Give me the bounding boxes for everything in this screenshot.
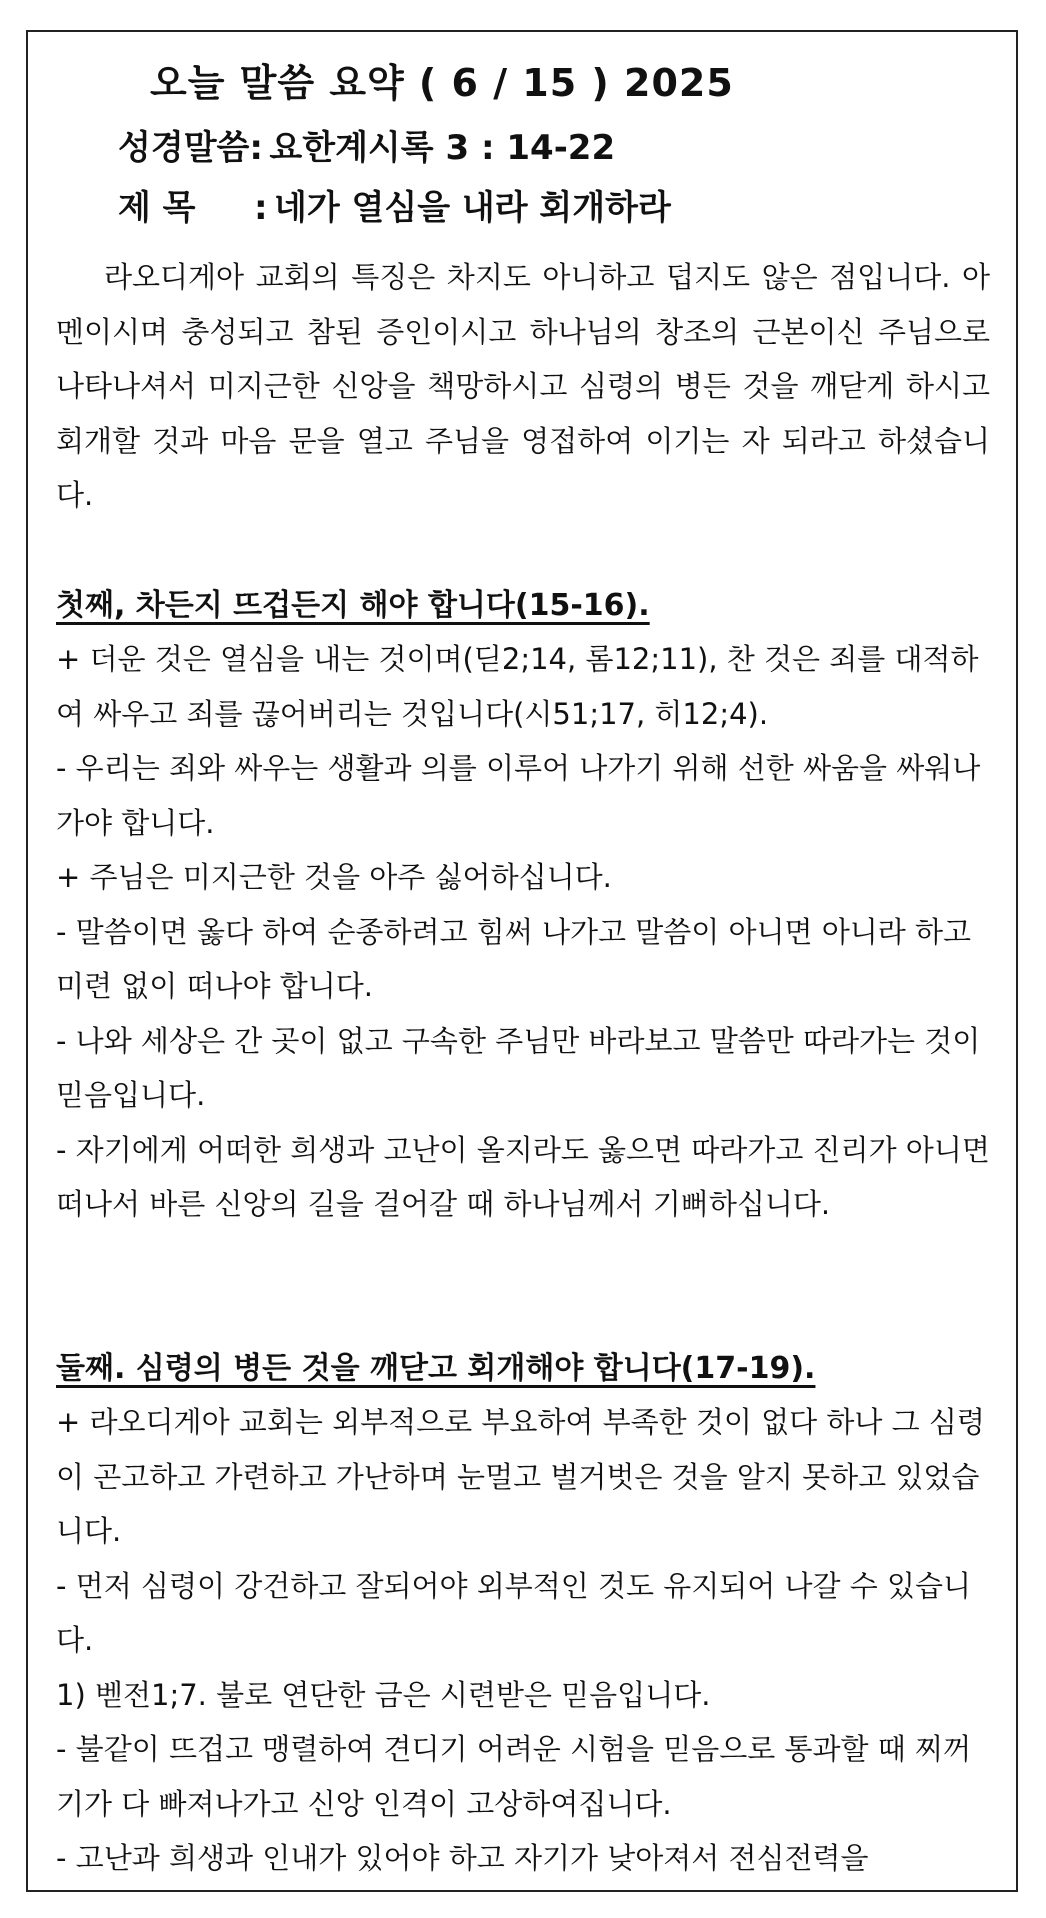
scripture-label: 성경말씀 (118, 128, 250, 168)
list-item: 1) 벧전1;7. 불로 연단한 금은 시련받은 믿음입니다. (56, 1677, 711, 1712)
label-colon: : (254, 188, 268, 228)
section-body-2 (56, 1395, 990, 1886)
topic-line (118, 180, 671, 229)
list-item: - 나와 세상은 간 곳이 없고 구속한 주님만 바라보고 말씀만 따라가는 것이 믿음입니다. (56, 1023, 981, 1112)
list-item: - 우리는 죄와 싸우는 생활과 의를 이루어 나가기 위해 선한 싸움을 싸워나가야 합니다. (56, 751, 981, 840)
list-item: + 더운 것은 열심을 내는 것이며(딛2;14, 롬12;11), 찬 것은 죄를 대적하여 싸우고 죄를 끊어버리는 것입니다(시51;17, 히12;4). (56, 642, 979, 731)
list-item: - 불같이 뜨겁고 맹렬하여 견디기 어려운 시험을 믿음으로 통과할 때 찌꺼기가 다 빠져나가고 신앙 인격이 고상하여집니다. (56, 1732, 972, 1821)
list-item: - 고난과 희생과 인내가 있어야 하고 자기가 낮아져서 전심전력을 (56, 1841, 869, 1875)
section-body-1 (56, 632, 990, 1232)
page-title: 오늘 말씀 요약 ( 6 / 15 ) 2025 (150, 61, 734, 105)
topic-label: 제 목 (118, 188, 196, 228)
list-item: + 라오디게아 교회는 외부적으로 부요하여 부족한 것이 없다 하나 그 심령이 곤고하고 가련하고 가난하며 눈멀고 벌거벗은 것을 알지 못하고 있었습니다. (56, 1405, 985, 1548)
intro-paragraph: 라오디게아 교회의 특징은 차지도 아니하고 덥지도 않은 점입니다. 아멘이시며 충성되고 참된 증인이시고 하나님의 창조의 근본이신 주님으로 나타나셔서 미지근한 신앙을 책망하시고 심령의 병든 것을 깨닫게 하시고 회개할 것과 마음 문을 열고 주님을 영접하여 이기는 자 되라고 하셨습니다. (56, 260, 990, 512)
section-heading-2: 둘째. 심령의 병든 것을 깨닫고 회개해야 합니다(17-19). (56, 1351, 816, 1386)
topic-value: 네가 열심을 내라 회개하라 (274, 188, 671, 228)
label-colon: : (249, 128, 263, 168)
list-item: - 먼저 심령이 강건하고 잘되어야 외부적인 것도 유지되어 나갈 수 있습니다. (56, 1568, 972, 1657)
scripture-value: 요한계시록 3 : 14-22 (269, 128, 616, 168)
section-heading-1: 첫째, 차든지 뜨겁든지 해야 합니다(15-16). (56, 588, 650, 623)
scripture-line (118, 120, 615, 169)
list-item: - 자기에게 어떠한 희생과 고난이 올지라도 옳으면 따라가고 진리가 아니면 떠나서 바른 신앙의 길을 걸어갈 때 하나님께서 기뻐하십니다. (56, 1132, 990, 1221)
list-item: - 말씀이면 옳다 하여 순종하려고 힘써 나가고 말씀이 아니면 아니라 하고 미련 없이 떠나야 합니다. (56, 914, 972, 1003)
list-item: + 주님은 미지근한 것을 아주 싫어하십니다. (56, 860, 612, 894)
